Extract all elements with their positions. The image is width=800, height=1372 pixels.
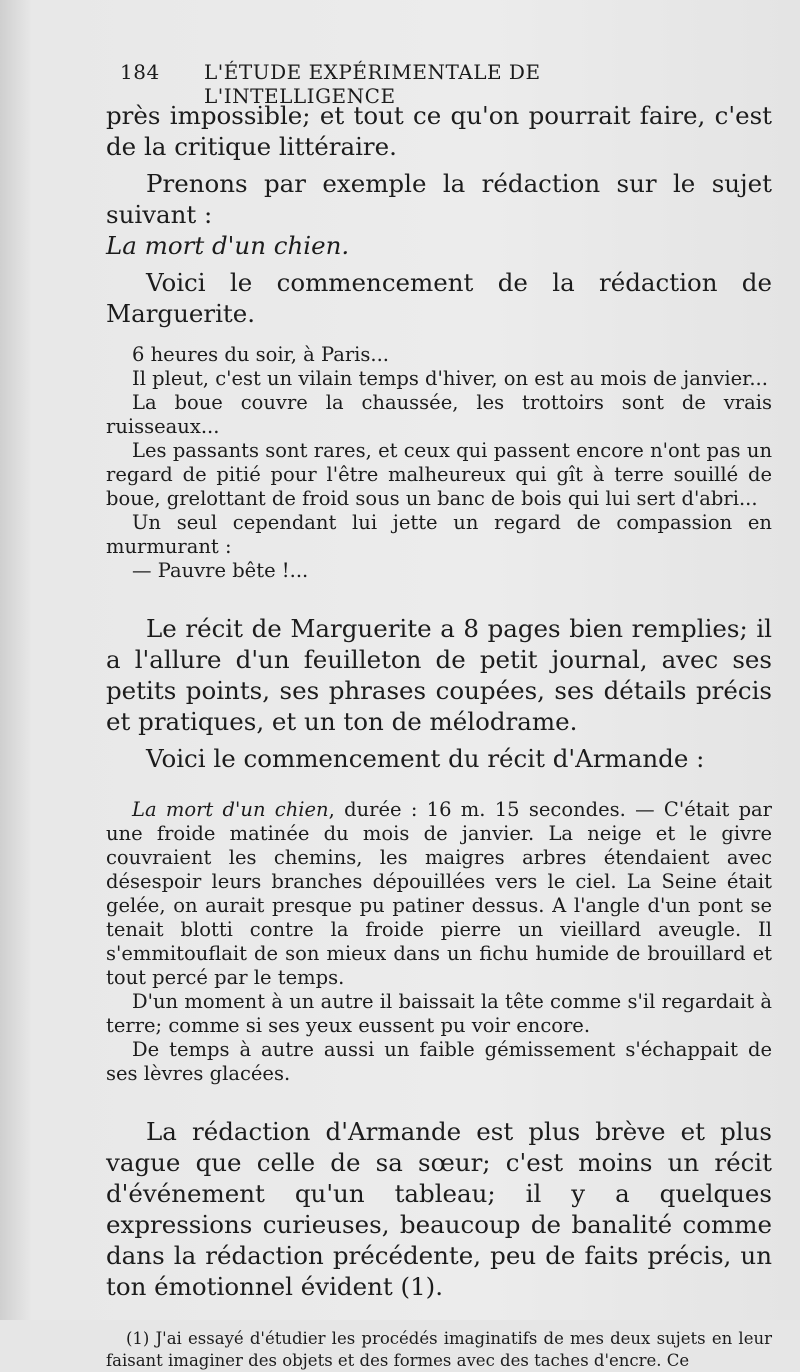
subject-intro: Prenons par exemple la rédaction sur le sujet suivant : [106,169,772,229]
page-number: 184 [120,60,160,84]
quote-line: La boue couvre la chaussée, les trottoirs sont de vrais ruisseaux... [106,391,772,438]
page-body [106,100,772,1372]
quote-title: La mort d'un chien [132,798,329,821]
paragraph-armande-intro: Voici le commencement du récit d'Armande : [146,744,705,773]
quote-text: , durée : 16 m. 15 secondes. — C'était par une froide matinée du mois de janvier. La neige et le givre couvraient les chemins, les maigres arbres étendaient avec désespoir leurs branches dépouillées vers le ciel. La Seine était gelée, on aurait presque pu patiner dessus. A l'angle d'un pont se tenait blotti contre la froide pierre un vieillard aveugle. Il s'emmitouflait de son mieux dans un fichu humide de brouillard et tout percé par le temps. [106,798,773,989]
quote-line: 6 heures du soir, à Paris... [132,343,389,366]
paragraph-armande-comment: La rédaction d'Armande est plus brève et plus vague que celle de sa sœur; c'est moins un récit d'événement qu'un tableau; il y a quelques expressions curieuses, beaucoup de banalité comme dans la rédaction précédente, peu de faits précis, un ton émotionnel évident (1). [106,1117,772,1301]
quote-paragraph [106,798,772,990]
quote-line: Il pleut, c'est un vilain temps d'hiver, on est au mois de janvier... [132,367,768,390]
paragraph-continuation: près impossible; et tout ce qu'on pourrait faire, c'est de la critique littéraire. [106,101,772,161]
running-title: L'ÉTUDE EXPÉRIMENTALE DE L'INTELLIGENCE [204,60,541,108]
subject-title: La mort d'un chien. [106,231,350,260]
quote-marguerite [106,343,772,583]
quote-line: — Pauvre bête !... [132,559,309,582]
quote-paragraph: D'un moment à un autre il baissait la tête comme s'il regardait à terre; comme si ses yeux eussent pu voir encore. [106,990,772,1037]
paragraph-marguerite-intro: Voici le commencement de la rédaction de Marguerite. [106,268,772,328]
paragraph-marguerite-comment: Le récit de Marguerite a 8 pages bien remplies; il a l'allure d'un feuilleton de petit journal, avec ses petits points, ses phrases coupées, ses détails précis et pratiques, et un ton de mélodrame. [106,614,772,736]
paragraph-subject [106,168,772,261]
quote-armande [106,798,772,1086]
footnote: (1) J'ai essayé d'étudier les procédés imaginatifs de mes deux sujets en leur faisant imaginer des objets et des formes avec des taches d'encre. Ce [106,1329,772,1370]
quote-paragraph: De temps à autre aussi un faible gémissement s'échappait de ses lèvres glacées. [106,1038,772,1085]
quote-line: Un seul cependant lui jette un regard de compassion en murmurant : [106,511,772,558]
quote-line: Les passants sont rares, et ceux qui passent encore n'ont pas un regard de pitié pour l'être malheureux qui gît à terre souillé de boue, grelottant de froid sous un banc de bois qui lui sert d'abri... [106,439,772,510]
running-header [112,56,720,108]
